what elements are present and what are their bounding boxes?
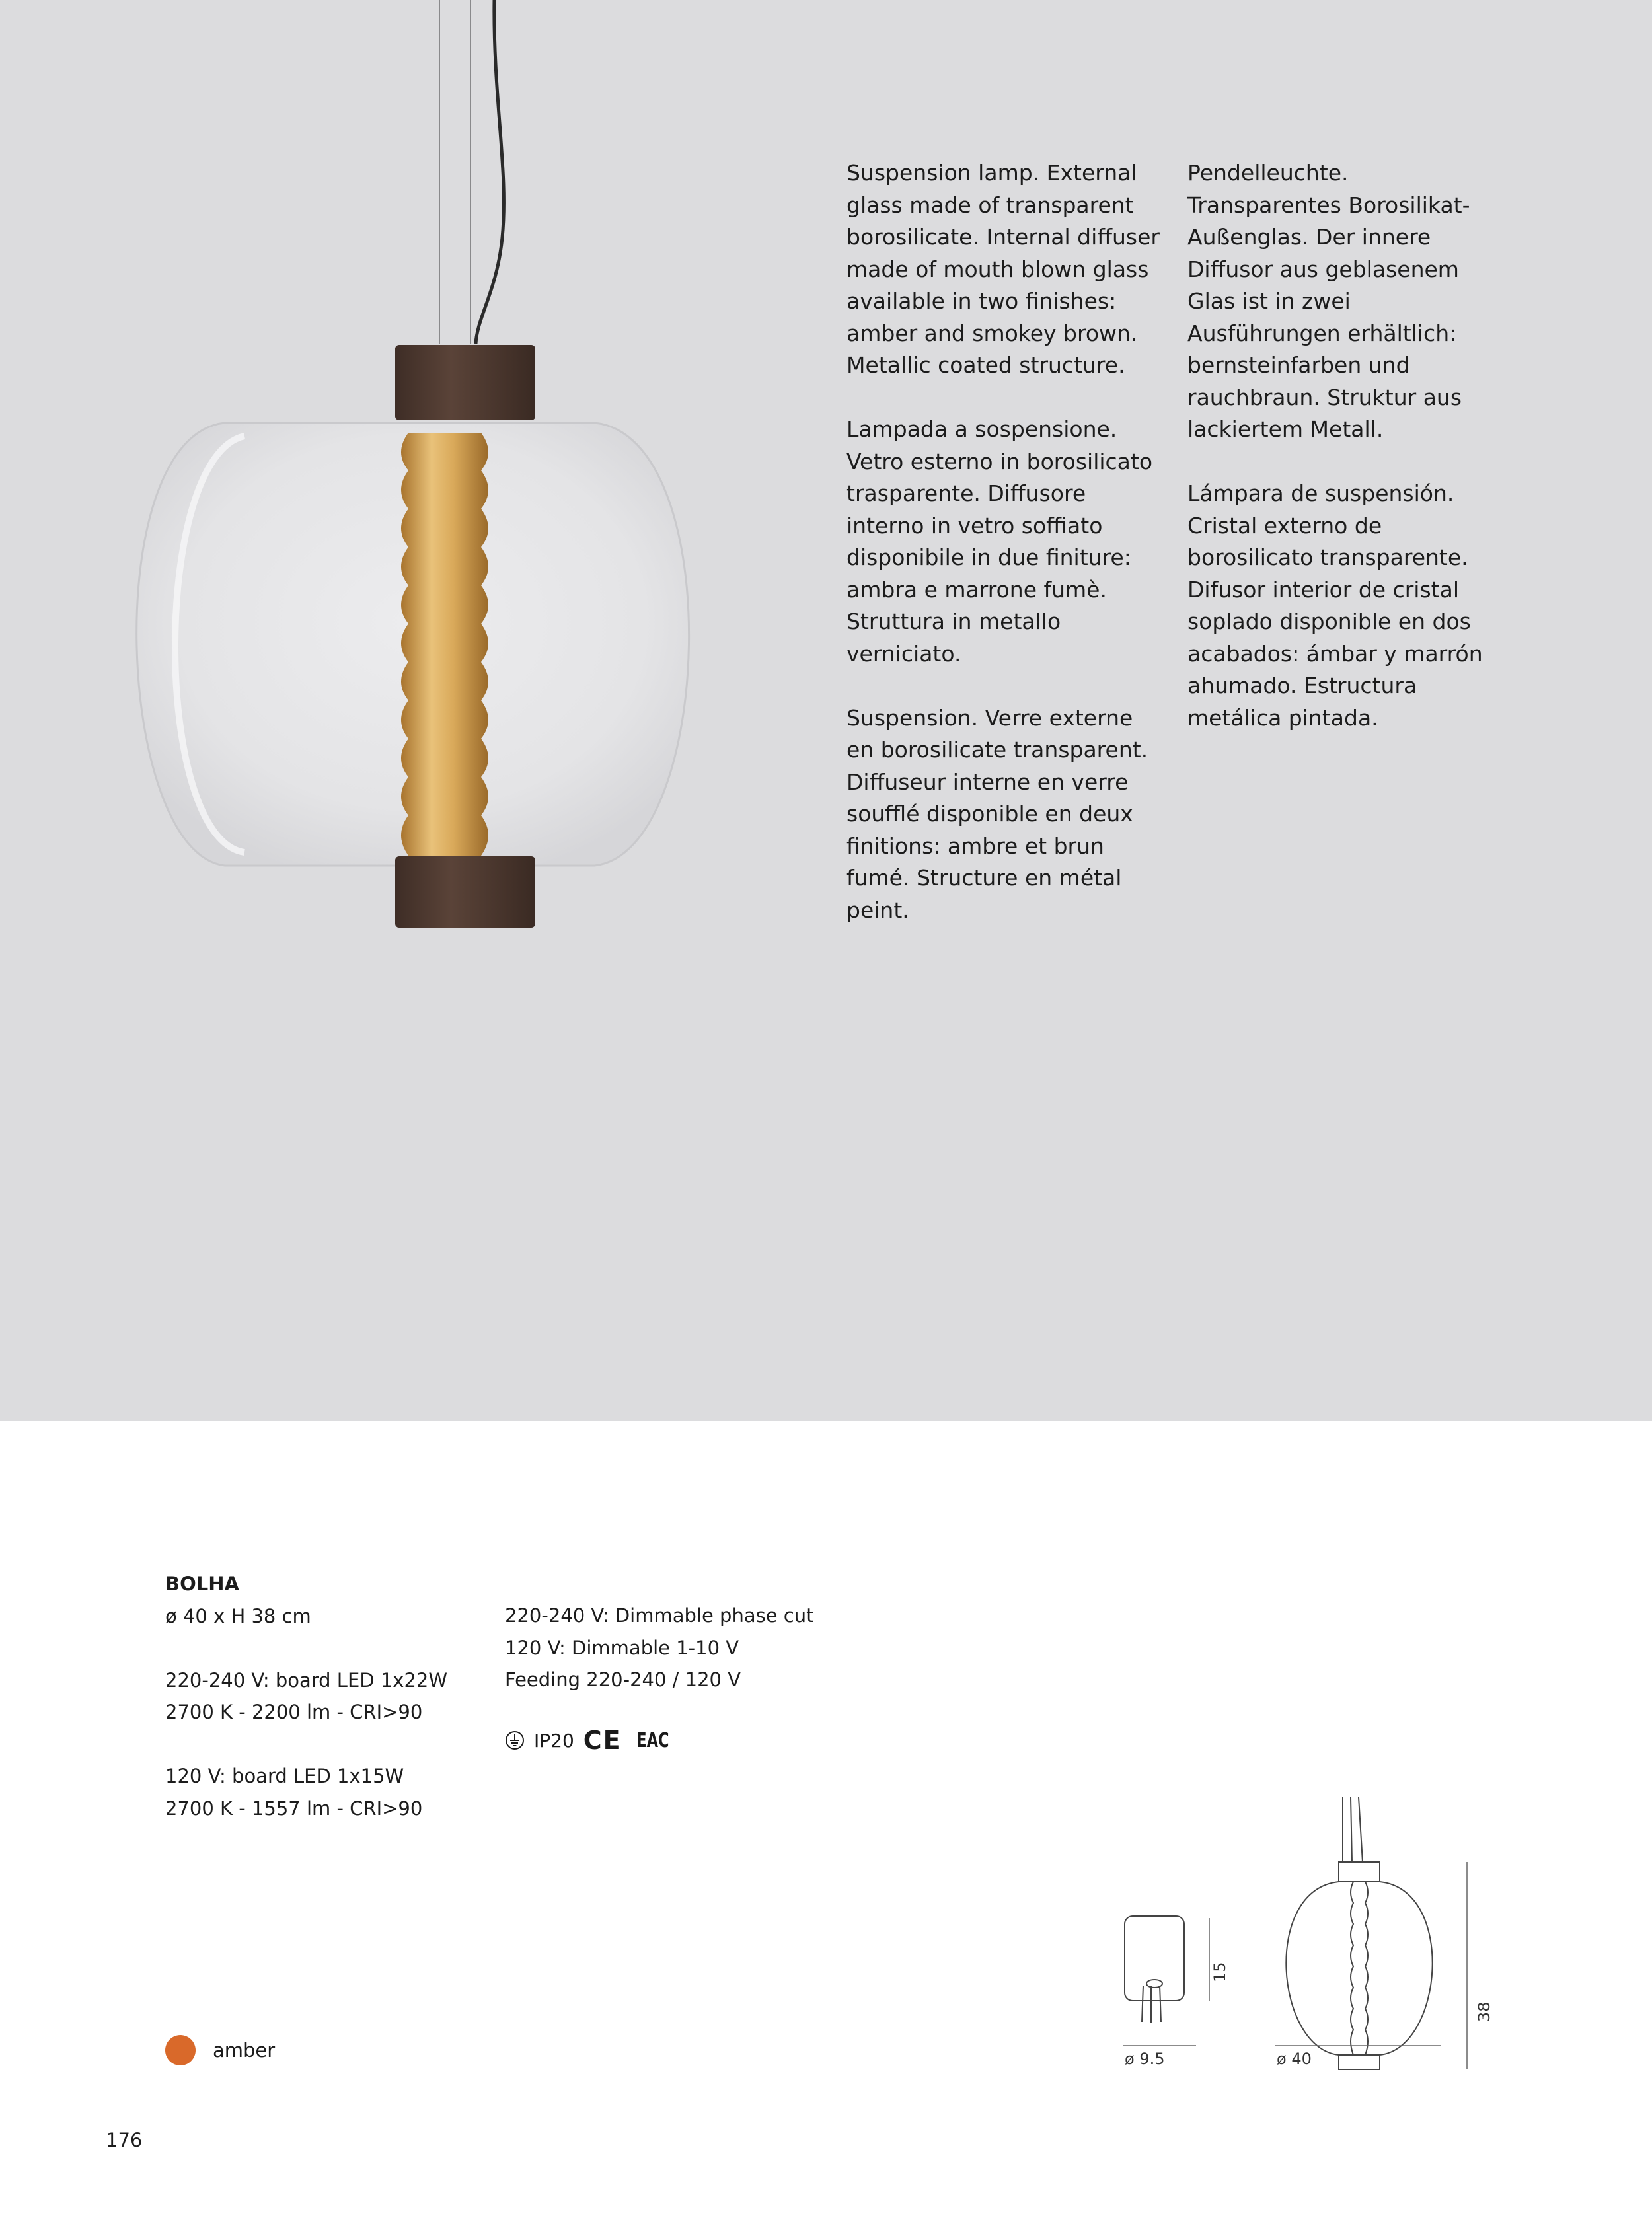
description-english: Suspension lamp. External glass made of transparent borosilicate. Internal diffuser made of mouth blown glass available in two finishes: amber and smokey brown. Metallic coated structure. xyxy=(846,160,1160,378)
description-french: Suspension. Verre externe en borosilicate transparent. Diffuseur interne en verre soufflé disponible en deux finitions: ambre et brun fumé. Structure en métal peint. xyxy=(846,704,1148,923)
feeding: Feeding 220-240 / 120 V xyxy=(505,1668,741,1691)
description-spanish: Lámpara de suspensión. Cristal externo de borosilicato transparente. Difusor interior de cristal soplado disponible en dos acabados: ámbar y marrón ahumado. Estructura metálica pintada. xyxy=(1187,480,1483,731)
amber-swatch xyxy=(165,2035,196,2065)
dimming-120: 120 V: Dimmable 1-10 V xyxy=(505,1636,739,1659)
product-dimensions: ø 40 x H 38 cm xyxy=(165,1604,311,1627)
description-column-right xyxy=(1187,157,1518,766)
lamp-diameter-label: ø 40 xyxy=(1277,2050,1312,2068)
canopy-diameter-label: ø 9.5 xyxy=(1125,2050,1165,2068)
description-german: Pendelleuchte. Transparentes Borosilikat- Außenglas. Der innere Diffusor aus geblasenem Glas ist in zwei Ausführungen erhältlich: bernsteinfarben und rauchbraun. Struktur aus lackiertem Metall. xyxy=(1187,160,1470,442)
technical-drawing xyxy=(1097,1784,1493,2091)
ce-mark-icon: CE xyxy=(583,1726,622,1755)
ip-rating: IP20 xyxy=(534,1729,574,1752)
canopy-height-label: 15 xyxy=(1211,1962,1229,1982)
drawing-lines xyxy=(1097,1784,1493,2088)
product-name: BOLHA xyxy=(165,1573,239,1595)
eac-mark-icon: EAC xyxy=(636,1728,669,1752)
description-column-left xyxy=(846,157,1177,959)
lamp-photo xyxy=(0,0,846,1421)
page-number: 176 xyxy=(106,2129,143,2151)
spec-column-right xyxy=(505,1600,813,1696)
led-220-line2: 2700 K - 2200 lm - CRI>90 xyxy=(165,1701,423,1723)
certification-row xyxy=(505,1726,674,1755)
finish-swatch-row xyxy=(165,2035,275,2065)
dimming-220: 220-240 V: Dimmable phase cut xyxy=(505,1604,814,1627)
description-italian: Lampada a sospensione. Vetro esterno in borosilicato trasparente. Diffusore interno in vetro soffiato disponibile in due finiture: ambra e marrone fumè. Struttura in metallo verniciato. xyxy=(846,416,1153,667)
lamp-height-label: 38 xyxy=(1475,2001,1493,2022)
ground-symbol-icon xyxy=(505,1730,525,1750)
led-120-line1: 120 V: board LED 1x15W xyxy=(165,1765,404,1787)
led-220-line1: 220-240 V: board LED 1x22W xyxy=(165,1668,448,1691)
led-120-line2: 2700 K - 1557 lm - CRI>90 xyxy=(165,1797,423,1820)
finish-label: amber xyxy=(213,2039,276,2062)
spec-column-left xyxy=(165,1568,447,1824)
